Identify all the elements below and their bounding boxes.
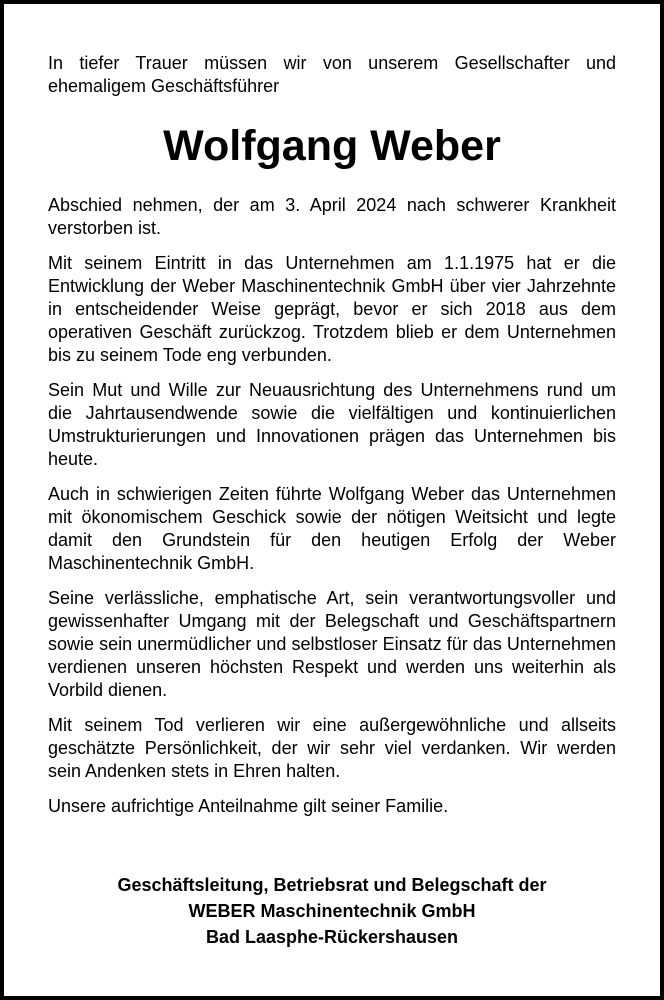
paragraph-difficult-times: Auch in schwierigen Zeiten führte Wolfgang Weber das Unternehmen mit ökonomischem Geschick sowie der nötigen Weitsicht und legte damit den Grundstein für den heutigen Erfolg der Weber Maschinentechnik GmbH.: [48, 484, 616, 573]
intro-text: In tiefer Trauer müssen wir von unserem Gesellschafter und ehemaligem Geschäftsführer: [48, 53, 616, 96]
signature-block: [0, 872, 664, 950]
paragraph-realignment: Sein Mut und Wille zur Neuausrichtung des Unternehmens rund um die Jahrtausendwende sowie die vielfältigen und kontinuierlichen Umstrukturierungen und Innovationen prägen das Unternehmen bis heute.: [48, 380, 616, 469]
signature-line-company: WEBER Maschinentechnik GmbH: [188, 901, 476, 921]
deceased-name: Wolfgang Weber: [163, 122, 501, 170]
paragraph-condolences: Unsere aufrichtige Anteilnahme gilt seiner Familie.: [48, 796, 449, 816]
signature-line-location: Bad Laasphe-Rückershausen: [205, 927, 459, 947]
paragraph-character: Seine verlässliche, emphatische Art, sein verantwortungsvoller und gewissenhafter Umgang mit der Belegschaft und Geschäftspartnern sowie sein unermüdlicher und selbstloser Einsatz für das Unternehmen verdienen unseren höchsten Respekt und werden uns weiterhin als Vorbild dienen.: [48, 588, 616, 700]
paragraph-career: Mit seinem Eintritt in das Unternehmen am 1.1.1975 hat er die Entwicklung der Weber Maschinentechnik GmbH über vier Jahrzehnte in entscheidender Weise geprägt, bevor er sich 2018 aus dem operativen Geschäft zurückzog. Trotzdem blieb er dem Unternehmen bis zu seinem Tode eng verbunden.: [48, 253, 616, 365]
paragraph-farewell: Abschied nehmen, der am 3. April 2024 nach schwerer Krankheit verstorben ist.: [48, 195, 616, 238]
paragraph-loss: Mit seinem Tod verlieren wir eine außergewöhnliche und allseits geschätzte Persönlichkeit, der wir sehr viel verdanken. Wir werden sein Andenken stets in Ehren halten.: [48, 715, 616, 781]
signature-line-staff: Geschäftsleitung, Betriebsrat und Belegschaft der: [117, 875, 547, 895]
obituary-body: [48, 52, 616, 830]
